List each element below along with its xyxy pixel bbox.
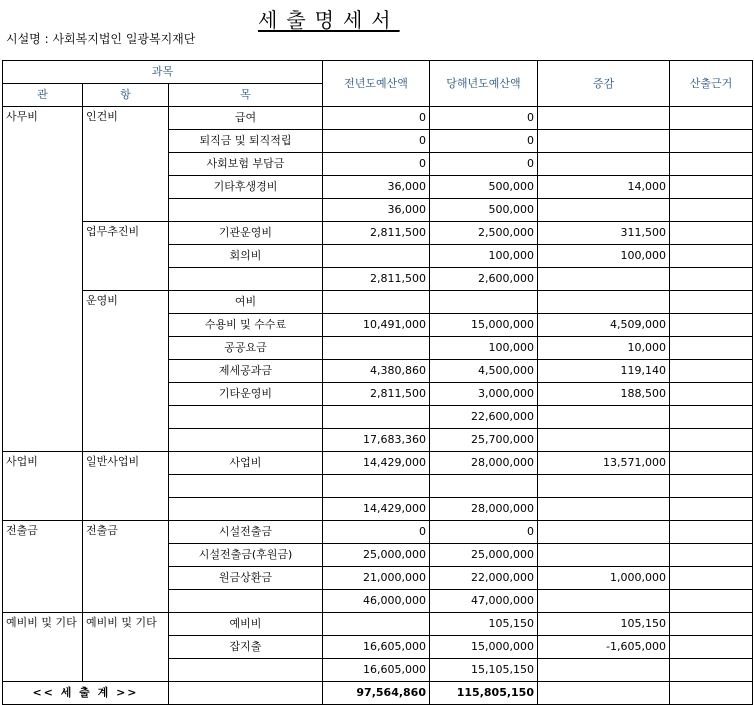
cell-mok: 기타운영비 xyxy=(169,383,323,406)
cell-hang: 운영비 xyxy=(83,291,169,452)
cell-curr: 2,500,000 xyxy=(430,222,538,245)
header-hang: 항 xyxy=(83,84,169,107)
cell-basis xyxy=(670,314,753,337)
cell-prev xyxy=(323,245,430,268)
cell-mok xyxy=(169,268,323,291)
cell-hang: 업무추진비 xyxy=(83,222,169,291)
cell-gwan: 사무비 xyxy=(3,107,83,452)
cell-mok xyxy=(169,429,323,452)
cell-gwan: 예비비 및 기타 xyxy=(3,613,83,682)
cell-curr xyxy=(430,291,538,314)
cell-mok: 제세공과금 xyxy=(169,360,323,383)
cell-prev: 17,683,360 xyxy=(323,429,430,452)
table-row xyxy=(3,613,753,636)
table-row xyxy=(3,521,753,544)
cell-diff xyxy=(538,291,670,314)
cell-basis xyxy=(670,659,753,682)
cell-prev xyxy=(323,291,430,314)
cell-prev: 2,811,500 xyxy=(323,268,430,291)
cell-prev: 36,000 xyxy=(323,199,430,222)
cell-mok: 원금상환금 xyxy=(169,567,323,590)
cell-mok: 기타후생경비 xyxy=(169,176,323,199)
cell-diff: 10,000 xyxy=(538,337,670,360)
cell-basis xyxy=(670,268,753,291)
cell-diff: 119,140 xyxy=(538,360,670,383)
cell-diff xyxy=(538,406,670,429)
cell-prev: 0 xyxy=(323,153,430,176)
cell-basis xyxy=(670,107,753,130)
cell-prev: 14,429,000 xyxy=(323,498,430,521)
total-basis xyxy=(670,682,753,705)
cell-diff: 1,000,000 xyxy=(538,567,670,590)
header-curr-budget: 당해년도예산액 xyxy=(430,61,538,107)
header-gwan: 관 xyxy=(3,84,83,107)
cell-curr: 100,000 xyxy=(430,245,538,268)
cell-curr: 25,700,000 xyxy=(430,429,538,452)
cell-mok: 회의비 xyxy=(169,245,323,268)
page-title: 세출명세서 xyxy=(258,8,400,32)
cell-hang: 인건비 xyxy=(83,107,169,222)
cell-curr: 105,150 xyxy=(430,613,538,636)
cell-prev: 0 xyxy=(323,521,430,544)
cell-diff xyxy=(538,199,670,222)
cell-diff xyxy=(538,498,670,521)
cell-mok xyxy=(169,498,323,521)
cell-diff xyxy=(538,659,670,682)
cell-mok: 공공요금 xyxy=(169,337,323,360)
table-row xyxy=(3,452,753,475)
cell-diff: 100,000 xyxy=(538,245,670,268)
cell-curr: 0 xyxy=(430,521,538,544)
cell-mok: 급여 xyxy=(169,107,323,130)
cell-basis xyxy=(670,544,753,567)
cell-prev: 2,811,500 xyxy=(323,222,430,245)
cell-prev: 36,000 xyxy=(323,176,430,199)
cell-diff: 14,000 xyxy=(538,176,670,199)
cell-basis xyxy=(670,199,753,222)
cell-basis xyxy=(670,245,753,268)
cell-prev xyxy=(323,613,430,636)
cell-basis xyxy=(670,337,753,360)
cell-curr: 0 xyxy=(430,107,538,130)
total-row xyxy=(3,682,753,705)
total-prev: 97,564,860 xyxy=(323,682,430,705)
cell-prev: 16,605,000 xyxy=(323,636,430,659)
cell-curr: 0 xyxy=(430,153,538,176)
cell-mok: 시설전출금(후원금) xyxy=(169,544,323,567)
cell-diff xyxy=(538,475,670,498)
cell-basis xyxy=(670,475,753,498)
cell-mok: 수용비 및 수수료 xyxy=(169,314,323,337)
cell-diff xyxy=(538,590,670,613)
header-subject: 과목 xyxy=(3,61,323,84)
cell-mok: 기관운영비 xyxy=(169,222,323,245)
header-basis: 산출근거 xyxy=(670,61,753,107)
cell-prev: 0 xyxy=(323,107,430,130)
cell-diff: 188,500 xyxy=(538,383,670,406)
cell-basis xyxy=(670,452,753,475)
cell-mok: 여비 xyxy=(169,291,323,314)
cell-mok xyxy=(169,475,323,498)
cell-curr: 15,000,000 xyxy=(430,636,538,659)
cell-prev: 16,605,000 xyxy=(323,659,430,682)
cell-prev: 25,000,000 xyxy=(323,544,430,567)
cell-basis xyxy=(670,222,753,245)
cell-diff xyxy=(538,107,670,130)
cell-basis xyxy=(670,360,753,383)
cell-mok xyxy=(169,406,323,429)
cell-basis xyxy=(670,567,753,590)
cell-mok: 퇴직금 및 퇴직적립 xyxy=(169,130,323,153)
cell-mok: 시설전출금 xyxy=(169,521,323,544)
cell-curr: 15,105,150 xyxy=(430,659,538,682)
table-row xyxy=(3,222,753,245)
expenditure-table xyxy=(2,60,753,705)
cell-curr: 28,000,000 xyxy=(430,498,538,521)
cell-prev: 0 xyxy=(323,130,430,153)
cell-curr: 22,600,000 xyxy=(430,406,538,429)
cell-curr: 3,000,000 xyxy=(430,383,538,406)
header-diff: 증감 xyxy=(538,61,670,107)
cell-curr: 500,000 xyxy=(430,199,538,222)
cell-diff xyxy=(538,521,670,544)
cell-hang: 전출금 xyxy=(83,521,169,613)
cell-basis xyxy=(670,130,753,153)
cell-prev: 46,000,000 xyxy=(323,590,430,613)
cell-diff xyxy=(538,268,670,291)
cell-curr: 22,000,000 xyxy=(430,567,538,590)
cell-mok xyxy=(169,590,323,613)
cell-prev: 4,380,860 xyxy=(323,360,430,383)
cell-prev: 21,000,000 xyxy=(323,567,430,590)
cell-basis xyxy=(670,153,753,176)
cell-prev xyxy=(323,406,430,429)
cell-mok: 사회보험 부담금 xyxy=(169,153,323,176)
cell-basis xyxy=(670,429,753,452)
cell-curr: 47,000,000 xyxy=(430,590,538,613)
table-row xyxy=(3,107,753,130)
cell-basis xyxy=(670,613,753,636)
cell-diff: -1,605,000 xyxy=(538,636,670,659)
cell-basis xyxy=(670,383,753,406)
cell-diff xyxy=(538,544,670,567)
cell-basis xyxy=(670,498,753,521)
header-mok: 목 xyxy=(169,84,323,107)
cell-curr: 4,500,000 xyxy=(430,360,538,383)
cell-basis xyxy=(670,176,753,199)
total-label: << 세 출 계 >> xyxy=(3,682,169,705)
cell-prev: 14,429,000 xyxy=(323,452,430,475)
cell-basis xyxy=(670,636,753,659)
cell-mok xyxy=(169,199,323,222)
cell-gwan: 전출금 xyxy=(3,521,83,613)
cell-curr xyxy=(430,475,538,498)
cell-prev: 10,491,000 xyxy=(323,314,430,337)
cell-curr: 500,000 xyxy=(430,176,538,199)
cell-curr: 28,000,000 xyxy=(430,452,538,475)
cell-gwan: 사업비 xyxy=(3,452,83,521)
cell-prev xyxy=(323,475,430,498)
total-diff xyxy=(538,682,670,705)
cell-hang: 예비비 및 기타 xyxy=(83,613,169,682)
cell-diff xyxy=(538,429,670,452)
cell-mok: 잡지출 xyxy=(169,636,323,659)
cell-basis xyxy=(670,590,753,613)
cell-diff: 311,500 xyxy=(538,222,670,245)
cell-basis xyxy=(670,406,753,429)
total-curr: 115,805,150 xyxy=(430,682,538,705)
cell-curr: 15,000,000 xyxy=(430,314,538,337)
cell-prev: 2,811,500 xyxy=(323,383,430,406)
cell-curr: 2,600,000 xyxy=(430,268,538,291)
cell-curr: 0 xyxy=(430,130,538,153)
header-row-1 xyxy=(3,61,753,84)
header-prev-budget: 전년도예산액 xyxy=(323,61,430,107)
cell-diff xyxy=(538,130,670,153)
facility-name: 시설명 : 사회복지법인 일광복지재단 xyxy=(6,32,196,46)
cell-diff xyxy=(538,153,670,176)
cell-mok: 사업비 xyxy=(169,452,323,475)
cell-curr: 100,000 xyxy=(430,337,538,360)
table-row xyxy=(3,291,753,314)
total-empty xyxy=(169,682,323,705)
cell-basis xyxy=(670,291,753,314)
cell-diff: 13,571,000 xyxy=(538,452,670,475)
cell-hang: 일반사업비 xyxy=(83,452,169,521)
cell-diff: 105,150 xyxy=(538,613,670,636)
cell-diff: 4,509,000 xyxy=(538,314,670,337)
cell-mok xyxy=(169,659,323,682)
cell-curr: 25,000,000 xyxy=(430,544,538,567)
table-body xyxy=(3,107,753,682)
cell-prev xyxy=(323,337,430,360)
cell-mok: 예비비 xyxy=(169,613,323,636)
cell-basis xyxy=(670,521,753,544)
